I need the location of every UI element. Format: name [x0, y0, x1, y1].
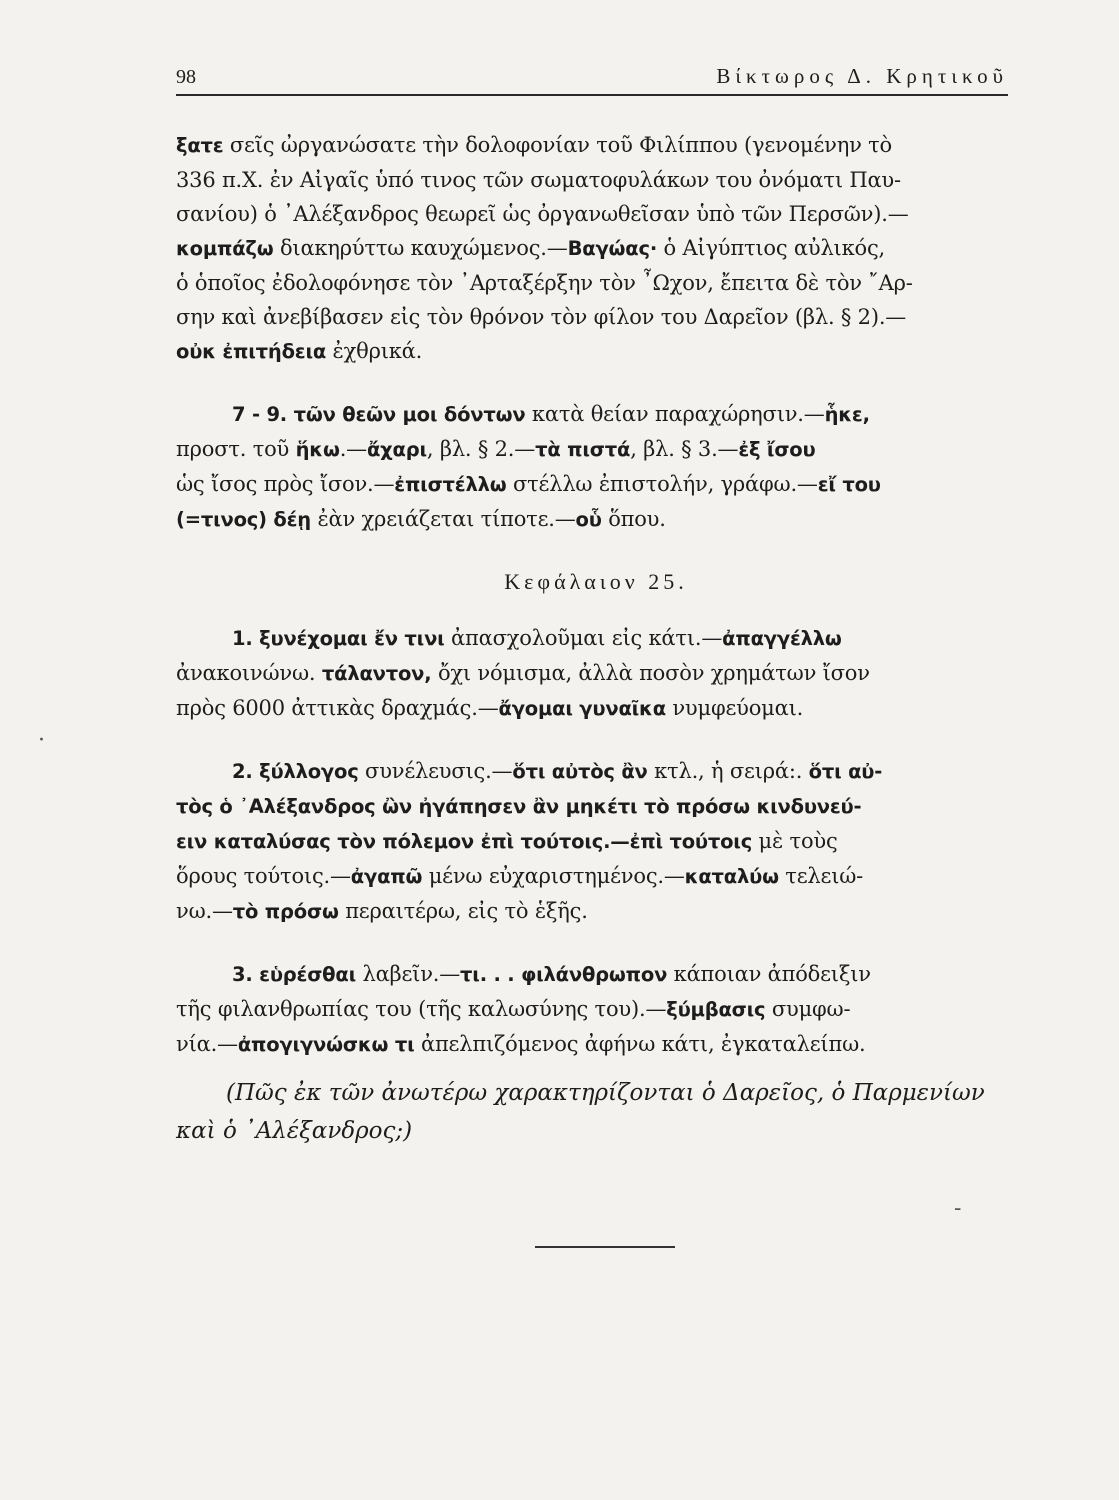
- gloss: στέλλω ἐπιστολήν, γράφω.—: [506, 472, 818, 496]
- term: κομπάζω: [176, 237, 274, 260]
- chapter-heading: Κεφάλαιον 25.: [504, 569, 688, 594]
- gloss: .—: [339, 437, 367, 461]
- text-line: [176, 1027, 1016, 1062]
- gloss: διακηρύττω καυχώμενος.—: [273, 236, 568, 260]
- term: ἀπαγγέλλω: [722, 627, 842, 650]
- gloss: ὁ Αἰγύπτιος αὐλικός,: [657, 236, 886, 260]
- text-line: [176, 432, 1016, 467]
- gloss: σεῖς ὠργανώσατε τὴν δολοφονίαν τοῦ Φιλίππου (γενομένην τὸ: [223, 133, 893, 157]
- paragraph-note-2: [176, 754, 1016, 929]
- paragraph-note-1: [176, 621, 1016, 726]
- question-text: καὶ ὁ ᾿Αλέξανδρος;): [176, 1118, 413, 1144]
- text-line: [176, 334, 1016, 369]
- text-line: [176, 691, 1016, 726]
- gloss: νία.—: [176, 1032, 238, 1056]
- term: ἥκω: [295, 438, 340, 461]
- gloss: νω.—: [176, 899, 233, 923]
- term: ειν καταλύσας τὸν πόλεμον ἐπὶ τούτοις.—ἐπὶ τούτοις: [176, 830, 753, 853]
- gloss: λαβεῖν.—: [355, 962, 461, 986]
- gloss: κατὰ θείαν παραχώρησιν.—: [525, 402, 825, 426]
- gloss: κάποιαν ἀπόδειξιν: [667, 962, 871, 986]
- term: ὅτι αὐτὸς ἂν: [512, 760, 648, 783]
- gloss: ἀπελπιζόμενος ἀφήνω κάτι, ἐγκαταλείπω.: [414, 1032, 866, 1056]
- gloss: , βλ. § 2.—: [426, 437, 536, 461]
- term: ἐπιστέλλω: [394, 473, 507, 496]
- text-line: [176, 824, 1016, 859]
- term: τὸ πρόσω: [232, 900, 339, 923]
- term: ξύμβασις: [666, 998, 766, 1021]
- text-line: [176, 502, 1016, 537]
- gloss: ἐχθρικά.: [326, 339, 423, 363]
- text-line: [176, 894, 1016, 929]
- text-line: [176, 1074, 1016, 1112]
- paragraph-notes-1: [176, 128, 1016, 369]
- term: 1. ξυνέχομαι ἔν τινι: [232, 627, 445, 650]
- body-text: [176, 128, 1016, 1150]
- text-line: [176, 754, 1016, 789]
- page-header: [176, 60, 1008, 96]
- margin-mark: ·: [38, 728, 45, 753]
- gloss: προστ. τοῦ: [176, 437, 296, 461]
- text-line: [176, 859, 1016, 894]
- term: Βαγώας·: [567, 237, 658, 260]
- spacer: [176, 369, 1016, 397]
- gloss: ὡς ἴσος πρὸς ἴσον.—: [176, 472, 395, 496]
- text-line: [176, 992, 1016, 1027]
- gloss: 336 π.Χ. ἐν Αἰγαῖς ὑπό τινος τῶν σωματοφυλάκων του ὀνόματι Παυ-: [176, 168, 901, 192]
- term: ἐξ ἴσου: [738, 438, 816, 461]
- term: οὐκ ἐπιτήδεια: [176, 340, 327, 363]
- spacer: [176, 726, 1016, 754]
- term: τι. . . φιλάνθρωπον: [460, 963, 668, 986]
- gloss: ἐὰν χρειάζεται τίποτε.—: [310, 507, 576, 531]
- text-line: [176, 621, 1016, 656]
- gloss: ὅπου.: [601, 507, 666, 531]
- text-line: [176, 656, 1016, 691]
- term: εἴ του: [817, 473, 881, 496]
- text-line: [176, 1112, 1016, 1150]
- text-line: [176, 163, 1016, 197]
- gloss: ἀνακοινώνω.: [176, 661, 322, 685]
- gloss: συνέλευσις.—: [358, 759, 513, 783]
- text-line: [176, 128, 1016, 163]
- spacer: [176, 1062, 1016, 1074]
- gloss: σην καὶ ἀνεβίβασεν εἰς τὸν θρόνον τὸν φίλον του Δαρεῖον (βλ. § 2).—: [176, 305, 907, 329]
- term: 2. ξύλλογος: [232, 760, 359, 783]
- running-title: Βίκτωρος Δ. Κρητικοῦ: [716, 64, 1008, 88]
- term: τάλαντον,: [321, 662, 432, 685]
- text-line: [176, 197, 1016, 231]
- gloss: τῆς φιλανθρωπίας του (τῆς καλωσύνης του).—: [176, 997, 667, 1021]
- term: ἄχαρι: [366, 438, 427, 461]
- margin-mark: -: [954, 1196, 962, 1221]
- term: ξατε: [176, 134, 224, 157]
- gloss: μὲ τοὺς: [752, 829, 838, 853]
- gloss: κτλ., ἡ σειρά:.: [647, 759, 809, 783]
- question-text: (Πῶς ἐκ τῶν ἀνωτέρω χαρακτηρίζονται ὁ Δαρεῖος, ὁ Παρμενίων: [226, 1080, 985, 1106]
- gloss: τελειώ-: [778, 864, 864, 888]
- gloss: μένω εὐχαριστημένος.—: [422, 864, 685, 888]
- gloss: σανίου) ὁ ᾿Αλέξανδρος θεωρεῖ ὡς ὀργανωθεῖσαν ὑπὸ τῶν Περσῶν).—: [176, 202, 909, 226]
- gloss: πρὸς 6000 ἀττικὰς δραχμάς.—: [176, 696, 499, 720]
- spacer: [176, 537, 1016, 565]
- text-line: [176, 397, 1016, 432]
- term: ἄγομαι γυναῖκα: [498, 697, 666, 720]
- page-number: 98: [176, 66, 196, 88]
- term: οὗ: [575, 508, 602, 531]
- end-divider: [535, 1246, 675, 1248]
- text-line: [176, 231, 1016, 266]
- term: ἧκε,: [824, 403, 870, 426]
- term: (=τινος) δέῃ: [176, 508, 311, 531]
- review-question: [176, 1074, 1016, 1150]
- spacer: [176, 929, 1016, 957]
- gloss: ὄχι νόμισμα, ἀλλὰ ποσὸν χρημάτων ἴσον: [431, 661, 870, 685]
- text-line: [176, 266, 1016, 300]
- gloss: , βλ. § 3.—: [630, 437, 739, 461]
- term: ἀπογιγνώσκω τι: [237, 1033, 415, 1056]
- text-line: [176, 467, 1016, 502]
- text-line: [176, 789, 1016, 824]
- gloss: νυμφεύομαι.: [665, 696, 804, 720]
- term: 3. εὑρέσθαι: [232, 963, 356, 986]
- term: τὸς ὁ ᾿Αλέξανδρος ὢν ἠγάπησεν ἂν μηκέτι τὸ πρόσω κινδυνεύ-: [176, 795, 862, 818]
- paragraph-note-3: [176, 957, 1016, 1062]
- gloss: συμφω-: [765, 997, 851, 1021]
- gloss: ὅρους τούτοις.—: [176, 864, 351, 888]
- gloss: ὁ ὁποῖος ἐδολοφόνησε τὸν ᾿Αρταξέρξην τὸν ῏Ωχον, ἔπειτα δὲ τὸν ῎Αρ-: [176, 271, 913, 295]
- term: 7 - 9. τῶν θεῶν μοι δόντων: [232, 403, 526, 426]
- paragraph-notes-7-9: [176, 397, 1016, 537]
- gloss: περαιτέρω, εἰς τὸ ἑξῆς.: [338, 899, 588, 923]
- term: τὰ πιστά: [535, 438, 631, 461]
- term: ἀγαπῶ: [350, 865, 423, 888]
- spacer: [176, 599, 1016, 621]
- term: ὅτι αὐ-: [808, 760, 883, 783]
- text-line: [176, 957, 1016, 992]
- gloss: ἀπασχολοῦμαι εἰς κάτι.—: [444, 626, 723, 650]
- text-line: [176, 300, 1016, 334]
- term: καταλύω: [684, 865, 779, 888]
